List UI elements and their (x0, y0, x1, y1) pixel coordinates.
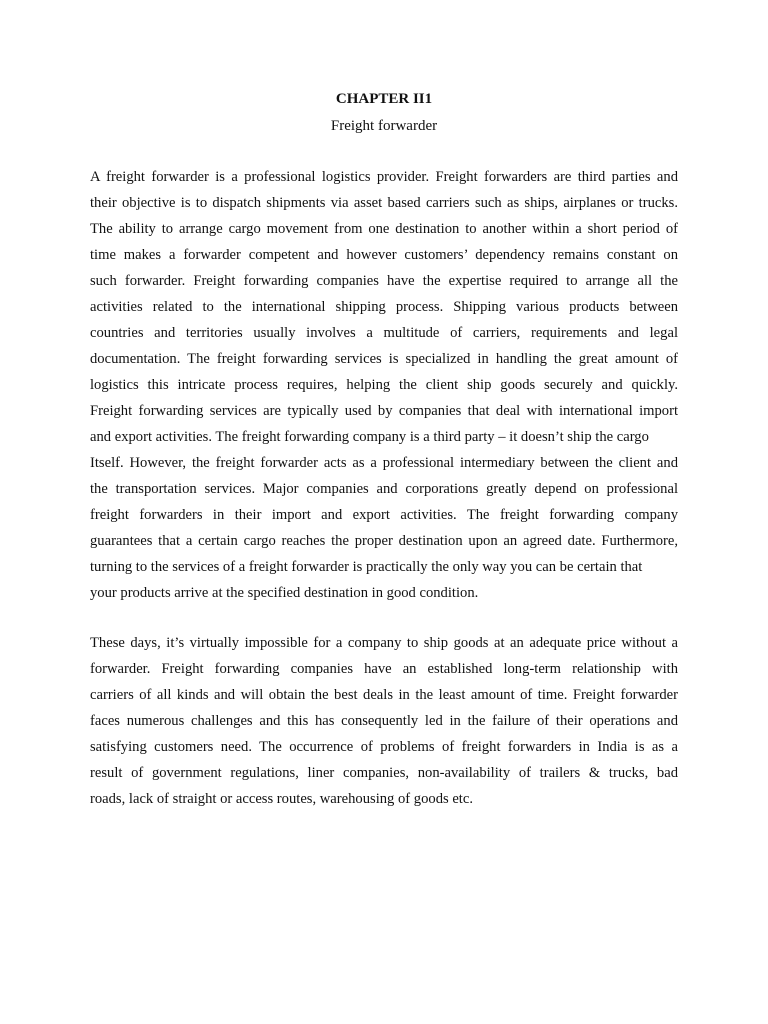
paragraph-line: activities related to the international shipping process. Shipping various products between (90, 299, 678, 315)
paragraph-line: faces numerous challenges and this has consequently led in the failure of their operations and (90, 713, 678, 729)
paragraph-line: Freight forwarding services are typically used by companies that deal with international import (90, 403, 678, 419)
paragraph-line: turning to the services of a freight forwarder is practically the only way you can be certain that (90, 559, 643, 575)
paragraph-line: the transportation services. Major companies and corporations greatly depend on professional (90, 481, 678, 497)
paragraph-line: such forwarder. Freight forwarding companies have the expertise required to arrange all the (90, 273, 678, 289)
paragraph-line: forwarder. Freight forwarding companies have an established long-term relationship with (90, 661, 678, 677)
paragraph-line: and export activities. The freight forwarding company is a third party – it doesn’t ship the cargo (90, 429, 649, 445)
paragraph-line: Itself. However, the freight forwarder acts as a professional intermediary between the client and (90, 455, 678, 471)
paragraph-line: documentation. The freight forwarding services is specialized in handling the great amount of (90, 351, 678, 367)
chapter-subtitle: Freight forwarder (330, 118, 438, 134)
paragraph-line: logistics this intricate process requires, helping the client ship goods securely and quickly. (90, 377, 678, 393)
paragraph-line: your products arrive at the specified destination in good condition. (90, 585, 479, 601)
paragraph-1 (90, 164, 678, 606)
paragraph-line: These days, it’s virtually impossible for a company to ship goods at an adequate price without a (90, 635, 678, 651)
paragraph-line: time makes a forwarder competent and however customers’ dependency remains constant on (90, 247, 678, 263)
paragraph-line: countries and territories usually involves a multitude of carriers, requirements and legal (90, 325, 678, 341)
paragraph-line: their objective is to dispatch shipments via asset based carriers such as ships, airplanes or trucks. (90, 195, 678, 211)
paragraph-line: The ability to arrange cargo movement from one destination to another within a short period of (90, 221, 678, 237)
paragraph-line: result of government regulations, liner companies, non-availability of trailers & trucks, bad (90, 765, 678, 781)
paragraph-line: carriers of all kinds and will obtain the best deals in the least amount of time. Freight forwarder (90, 687, 678, 703)
paragraph-line: roads, lack of straight or access routes, warehousing of goods etc. (90, 791, 473, 807)
chapter-title: CHAPTER II1 (335, 91, 433, 107)
paragraph-line: guarantees that a certain cargo reaches the proper destination upon an agreed date. Furthermore, (90, 533, 678, 549)
paragraph-line: freight forwarders in their import and export activities. The freight forwarding company (90, 507, 678, 523)
paragraph-line: satisfying customers need. The occurrence of problems of freight forwarders in India is as a (90, 739, 678, 755)
paragraph-line: A freight forwarder is a professional logistics provider. Freight forwarders are third parties and (90, 169, 678, 185)
paragraph-2 (90, 630, 678, 812)
